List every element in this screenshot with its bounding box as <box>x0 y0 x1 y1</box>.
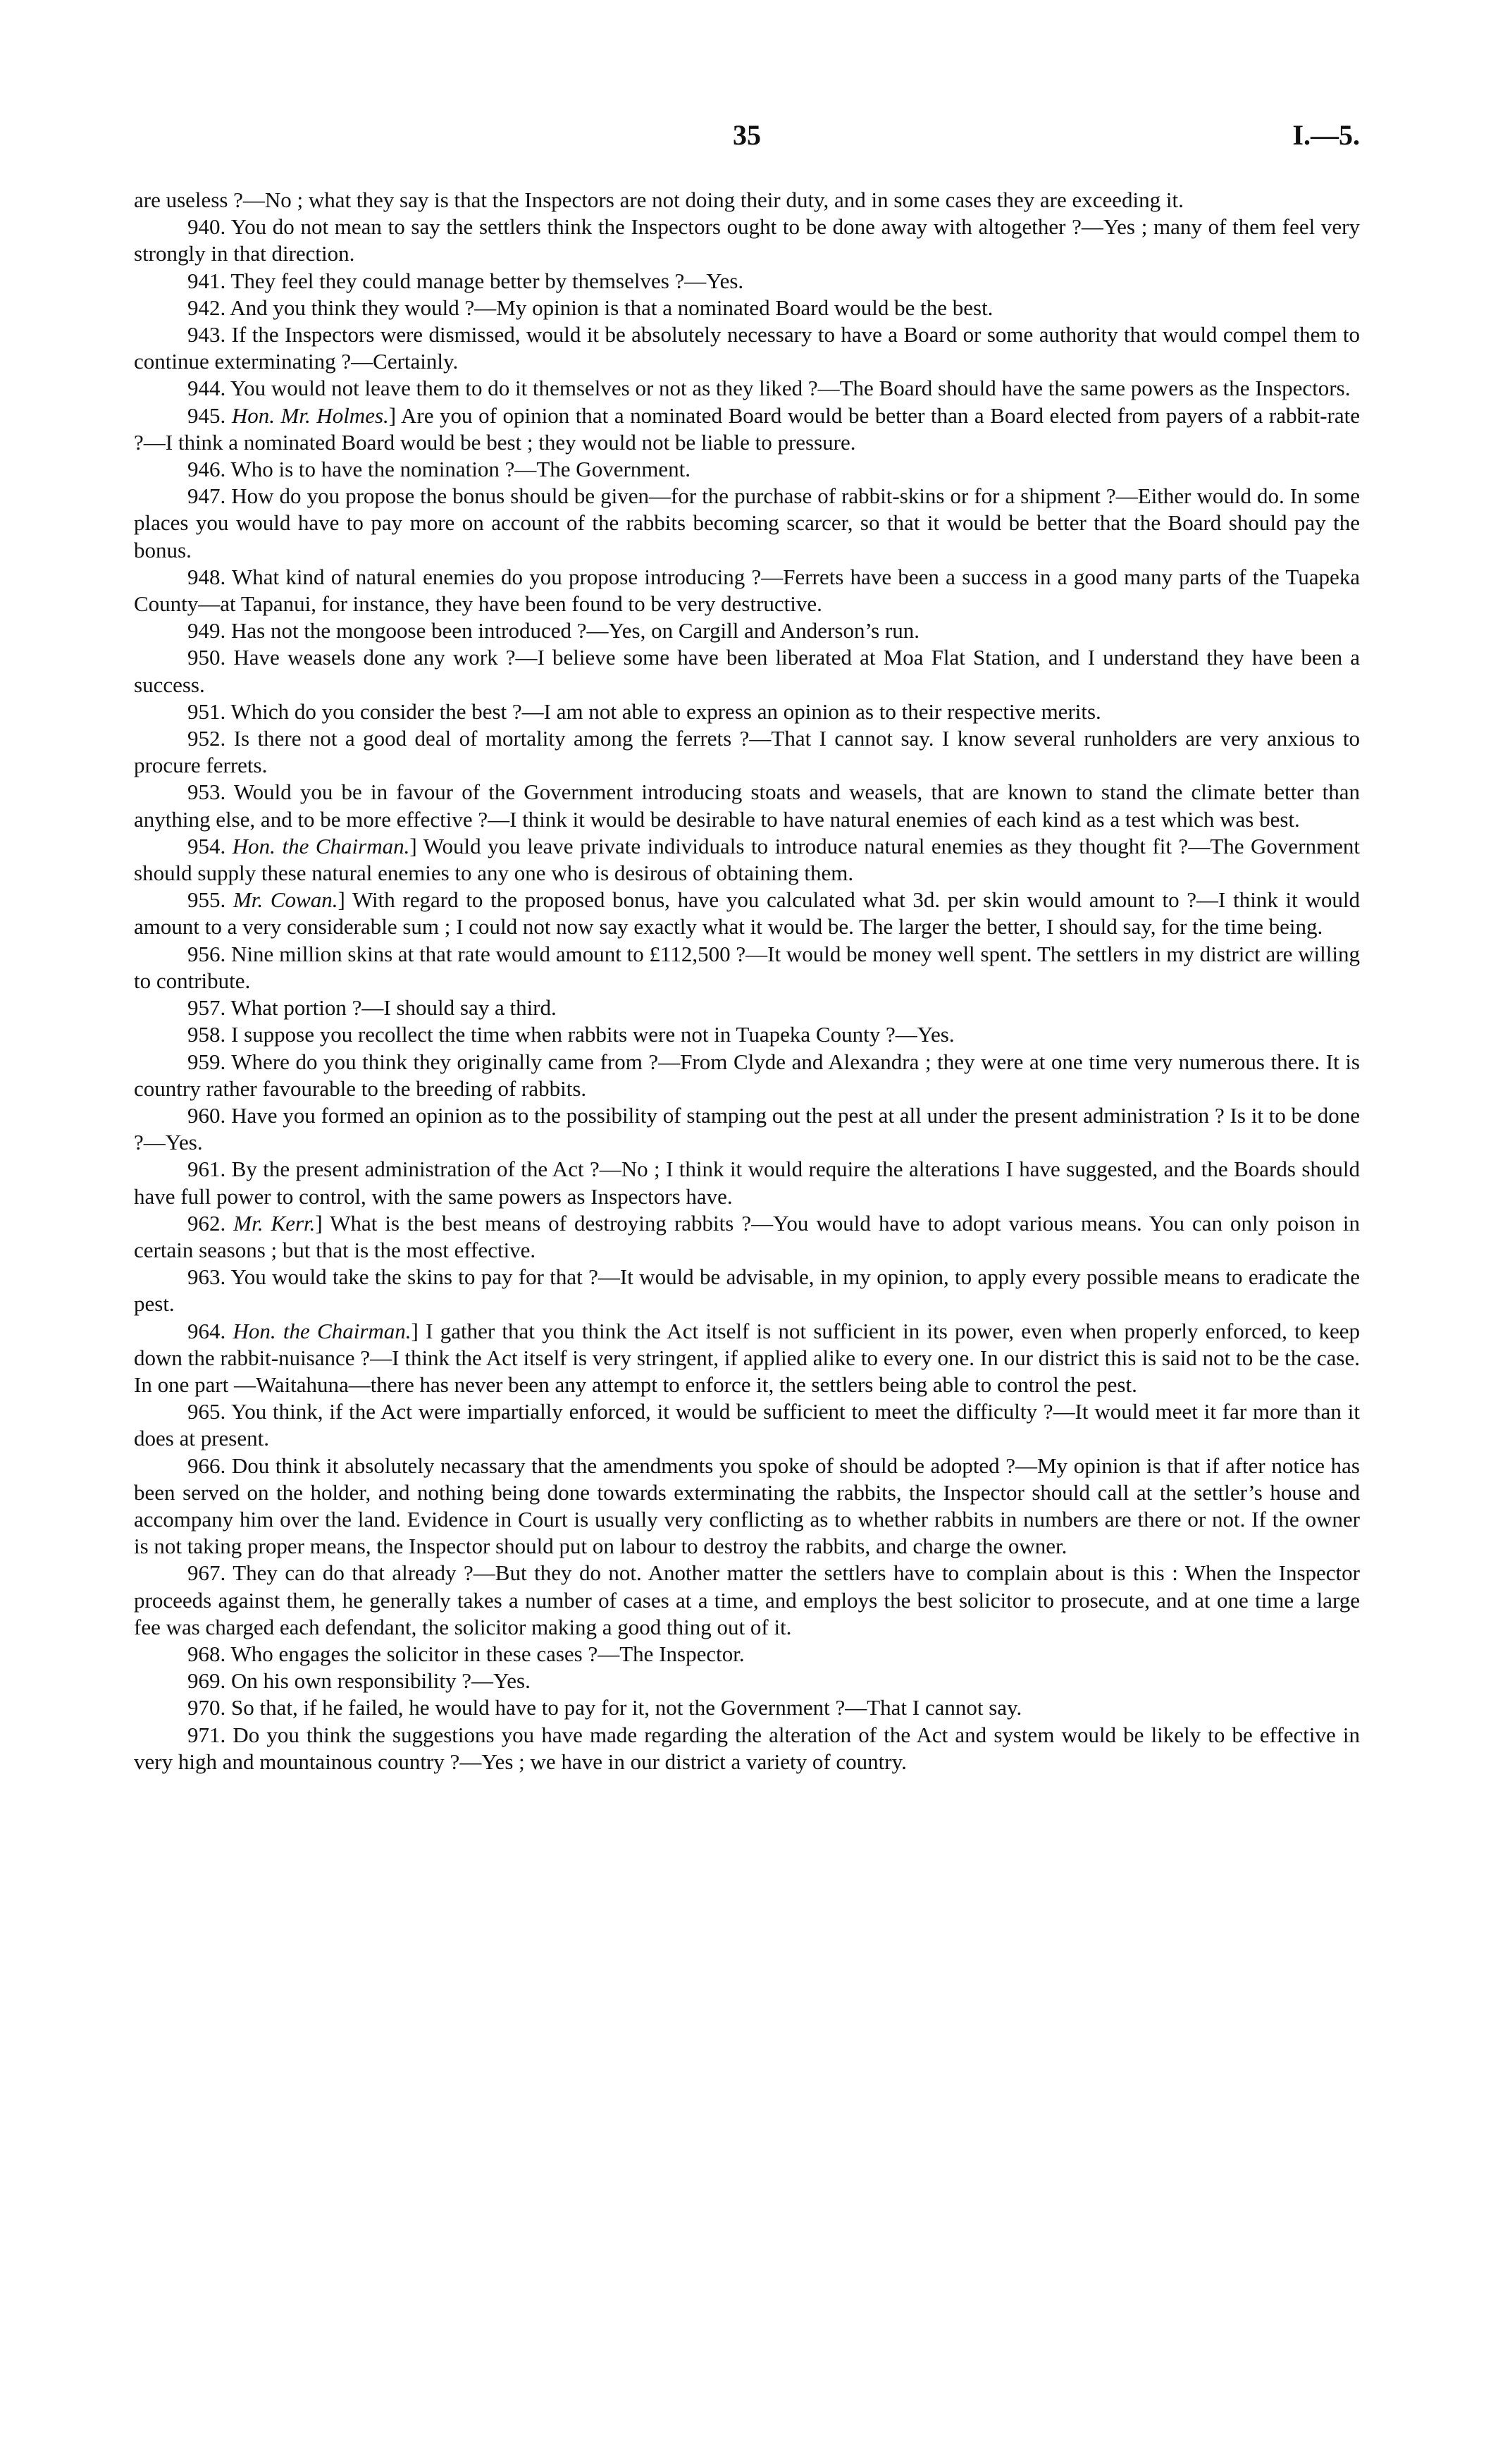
testimony-paragraph <box>134 941 1360 994</box>
paragraph-text: What portion ?—I should say a third. <box>230 995 557 1021</box>
testimony-paragraph <box>134 725 1360 779</box>
speaker-bracket: ] <box>338 887 345 913</box>
question-number: 964. <box>187 1318 226 1343</box>
paragraph-text: Has not the mongoose been introduced ?—Yes, on Cargill and Anderson’s run. <box>231 618 920 643</box>
paragraph-text: Nine million skins at that rate would amount to £112,500 ?—It would be money well spent. The settlers in my district are willing to contribute. <box>134 941 1361 993</box>
question-number: 963. <box>187 1264 226 1290</box>
question-number: 959. <box>187 1049 226 1074</box>
paragraph-text: By the present administration of the Act ?—No ; I think it would require the alterations I have suggested, and the Boards should have full power to control, with the same powers as Inspectors have. <box>134 1157 1360 1209</box>
testimony-paragraph <box>134 994 1360 1021</box>
page-number: 35 <box>733 119 761 151</box>
testimony-body <box>134 187 1360 1775</box>
question-number: 960. <box>187 1102 226 1128</box>
testimony-paragraph <box>134 483 1360 564</box>
speaker-name: Mr. Cowan. <box>233 887 338 913</box>
question-number: 950. <box>187 645 226 670</box>
paragraph-text: How do you propose the bonus should be given—for the purchase of rabbit-skins or for a shipment ?—Either would do. In some places you would have to pay more on account of the rabbits becoming scarcer, so that it would be better that the Board should pay the bonus. <box>134 483 1360 562</box>
testimony-paragraph <box>134 564 1360 617</box>
speaker-name: Hon. the Chairman. <box>232 833 410 858</box>
testimony-paragraph <box>134 187 1360 214</box>
question-number: 945. <box>187 402 226 428</box>
paragraph-text: Where do you think they originally came from ?—From Clyde and Alexandra ; they were at one time very numerous there. It is country rather favourable to the breeding of rabbits. <box>134 1049 1360 1101</box>
testimony-paragraph <box>134 1049 1360 1102</box>
question-number: 956. <box>187 941 226 966</box>
paragraph-text: Have weasels done any work ?—I believe some have been liberated at Moa Flat Station, and I understand they have been a success. <box>134 645 1360 697</box>
question-number: 942. <box>187 295 226 320</box>
testimony-paragraph <box>134 617 1360 644</box>
testimony-paragraph <box>134 1102 1360 1156</box>
question-number: 967. <box>187 1560 226 1586</box>
paragraph-text: And you think they would ?—My opinion is that a nominated Board would be the best. <box>230 295 993 320</box>
document-reference: I.—5. <box>1292 119 1360 151</box>
testimony-paragraph <box>134 321 1360 375</box>
paragraph-text: I gather that you think the Act itself is not sufficient in its power, even when properly enforced, to keep down the rabbit-nuisance ?—I think the Act itself is very stringent, if applied alike to every one. In our district this is said not to be the case. In one part —Waitahuna—there has never been any attempt to enforce it, the settlers being able to control the pest. <box>134 1318 1361 1397</box>
testimony-paragraph <box>134 1021 1360 1048</box>
testimony-paragraph <box>134 295 1360 321</box>
testimony-paragraph <box>134 1560 1360 1641</box>
testimony-paragraph <box>134 1210 1360 1264</box>
question-number: 953. <box>187 780 226 805</box>
question-number: 958. <box>187 1022 226 1047</box>
testimony-paragraph <box>134 1398 1360 1452</box>
testimony-paragraph <box>134 1641 1360 1668</box>
paragraph-text: Who is to have the nomination ?—The Government. <box>230 457 691 482</box>
paragraph-text: Would you leave private individuals to introduce natural enemies as they thought fit ?—The Government should supply these natural enemies to any one who is desirous of obtaining them. <box>134 833 1361 886</box>
paragraph-text: Is there not a good deal of mortality among the ferrets ?—That I cannot say. I know several runholders are very anxious to procure ferrets. <box>134 726 1360 778</box>
testimony-paragraph <box>134 887 1360 940</box>
testimony-paragraph <box>134 456 1360 483</box>
testimony-paragraph <box>134 698 1360 725</box>
paragraph-text: Have you formed an opinion as to the possibility of stamping out the pest at all under the present administration ? Is it to be done ?—Yes. <box>134 1102 1361 1155</box>
paragraph-text: You do not mean to say the settlers think the Inspectors ought to be done away with altogether ?—Yes ; many of them feel very strongly in that direction. <box>134 214 1360 266</box>
question-number: 955. <box>187 887 226 913</box>
question-number: 961. <box>187 1157 226 1182</box>
paragraph-text: So that, if he failed, he would have to pay for it, not the Government ?—That I cannot say. <box>231 1695 1022 1720</box>
paragraph-text: They feel they could manage better by themselves ?—Yes. <box>230 268 744 293</box>
speaker-name: Hon. the Chairman. <box>233 1318 411 1343</box>
testimony-paragraph <box>134 833 1360 887</box>
speaker-bracket: ] <box>388 402 397 428</box>
paragraph-text: If the Inspectors were dismissed, would it be absolutely necessary to have a Board or some authority that would compel them to continue exterminating ?—Certainly. <box>134 322 1361 374</box>
testimony-paragraph <box>134 644 1360 698</box>
paragraph-text: You would take the skins to pay for that ?—It would be advisable, in my opinion, to apply every possible means to eradicate the pest. <box>134 1264 1360 1317</box>
testimony-paragraph <box>134 779 1360 832</box>
question-number: 946. <box>187 457 226 482</box>
speaker-bracket: ] <box>409 833 417 858</box>
question-number: 943. <box>187 322 226 347</box>
testimony-paragraph <box>134 1694 1360 1721</box>
speaker-bracket: ] <box>411 1318 419 1343</box>
paragraph-text: Are you of opinion that a nominated Board would be better than a Board elected from payers of a rabbit-rate ?—I think a nominated Board would be best ; they would not be liable to pressure. <box>134 402 1361 455</box>
paragraph-text: What is the best means of destroying rabbits ?—You would have to adopt various means. You can only poison in certain seasons ; but that is the most effective. <box>134 1210 1360 1262</box>
paragraph-text: Which do you consider the best ?—I am not able to express an opinion as to their respective merits. <box>230 698 1101 724</box>
paragraph-text: Would you be in favour of the Government introducing stoats and weasels, that are known to stand the climate better than anything else, and to be more effective ?—I think it would be desirable to have natural enemies of each kind as a test which was best. <box>134 780 1360 832</box>
paragraph-text: are useless ?—No ; what they say is that the Inspectors are not doing their duty, and in some cases they are exceeding it. <box>134 187 1184 212</box>
question-number: 948. <box>187 564 226 589</box>
speaker-name: Hon. Mr. Holmes. <box>231 402 389 428</box>
paragraph-text: You think, if the Act were impartially enforced, it would be sufficient to meet the difficulty ?—It would meet it far more than it does at present. <box>134 1399 1360 1451</box>
question-number: 949. <box>187 618 226 643</box>
paragraph-text: I suppose you recollect the time when rabbits were not in Tuapeka County ?—Yes. <box>231 1022 955 1047</box>
testimony-paragraph <box>134 375 1360 402</box>
question-number: 947. <box>187 483 226 509</box>
question-number: 944. <box>187 376 226 401</box>
question-number: 966. <box>187 1453 226 1478</box>
question-number: 965. <box>187 1399 226 1424</box>
paragraph-text: Dou think it absolutely necassary that the amendments you spoke of should be adopted ?—My opinion is that if after notice has been served on the holder, and nothing being done towards exterminating the rabbits, the Inspector should call at the settler’s house and accompany him over the land. Evidence in Court is usually very conflicting as to whether rabbits in numbers are there or not. If the owner is not taking proper means, the Inspector should put on labour to destroy the rabbits, and charge the owner. <box>134 1453 1360 1559</box>
question-number: 954. <box>187 833 226 858</box>
paragraph-text: With regard to the proposed bonus, have you calculated what 3d. per skin would amount to ?—I think it would amount to a very considerable sum ; I could not now say exactly what it would be. The larger the better, I should say, for the time being. <box>134 887 1360 940</box>
question-number: 951. <box>187 698 226 724</box>
question-number: 952. <box>187 726 226 751</box>
speaker-bracket: ] <box>315 1210 323 1236</box>
question-number: 941. <box>187 268 226 293</box>
paragraph-text: Do you think the suggestions you have made regarding the alteration of the Act and system would be likely to be effective in very high and mountainous country ?—Yes ; we have in our district a variety of country. <box>134 1722 1361 1774</box>
testimony-paragraph <box>134 1156 1360 1209</box>
testimony-paragraph <box>134 214 1360 267</box>
question-number: 969. <box>187 1668 226 1694</box>
testimony-paragraph <box>134 1668 1360 1694</box>
page-header <box>134 118 1360 161</box>
question-number: 971. <box>187 1722 226 1747</box>
testimony-paragraph <box>134 1318 1360 1399</box>
paragraph-text: They can do that already ?—But they do not. Another matter the settlers have to complain about is this : When the Inspector proceeds against them, he generally takes a number of cases at a time, and employs the best solicitor to prosecute, and at one time a large fee was charged each defendant, the solicitor making a good thing out of it. <box>134 1560 1360 1639</box>
question-number: 970. <box>187 1695 226 1720</box>
paragraph-text: What kind of natural enemies do you propose introducing ?—Ferrets have been a success in a good many parts of the Tuapeka County—at Tapanui, for instance, they have been found to be very destructive. <box>134 564 1360 617</box>
testimony-paragraph <box>134 1722 1360 1775</box>
question-number: 940. <box>187 214 226 240</box>
speaker-name: Mr. Kerr. <box>233 1210 316 1236</box>
paragraph-text: Who engages the solicitor in these cases ?—The Inspector. <box>230 1641 745 1666</box>
question-number: 962. <box>187 1210 226 1236</box>
testimony-paragraph <box>134 268 1360 295</box>
testimony-paragraph <box>134 402 1360 456</box>
testimony-paragraph <box>134 1453 1360 1560</box>
testimony-paragraph <box>134 1264 1360 1317</box>
question-number: 957. <box>187 995 226 1021</box>
paragraph-text: You would not leave them to do it themselves or not as they liked ?—The Board should have the same powers as the Inspectors. <box>230 376 1351 401</box>
question-number: 968. <box>187 1641 226 1666</box>
paragraph-text: On his own responsibility ?—Yes. <box>231 1668 531 1694</box>
